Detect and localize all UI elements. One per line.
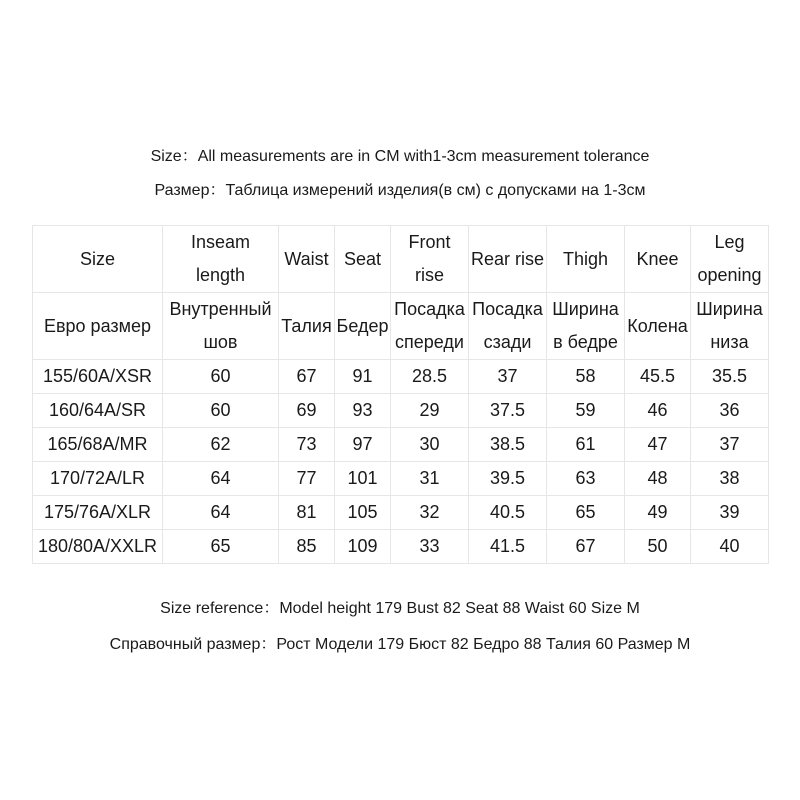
header-label: Front: [408, 232, 451, 252]
measurement-cell: 91: [335, 360, 391, 394]
measurement-cell: 32: [391, 496, 469, 530]
measurement-cell: 60: [163, 394, 279, 428]
header-label: шов: [203, 332, 238, 352]
measurement-cell: 64: [163, 462, 279, 496]
header-label: opening: [697, 265, 762, 285]
header-cell: [163, 293, 279, 360]
measurement-cell: 38: [691, 462, 769, 496]
measurement-cell: 85: [279, 530, 335, 564]
header-label: Евро размер: [43, 315, 152, 336]
measurement-cell: 28.5: [391, 360, 469, 394]
size-note-russian: Размер：Таблица измерений изделия(в см) с допусками на 1-3см: [154, 182, 646, 199]
header-label: в бедре: [553, 332, 618, 352]
header-label: Thigh: [562, 248, 609, 269]
measurement-cell: 37: [691, 428, 769, 462]
header-label: Талия: [281, 315, 332, 336]
header-label: Inseam: [190, 232, 251, 252]
header-cell: [547, 293, 625, 360]
header-cell: [469, 293, 547, 360]
measurement-cell: 50: [625, 530, 691, 564]
measurement-cell: 38.5: [469, 428, 547, 462]
size-label-cell: 175/76A/XLR: [33, 496, 163, 530]
header-cell: [279, 226, 335, 293]
measurement-cell: 109: [335, 530, 391, 564]
header-label: сзади: [483, 332, 532, 352]
measurement-cell: 67: [547, 530, 625, 564]
measurement-cell: 64: [163, 496, 279, 530]
measurement-cell: 62: [163, 428, 279, 462]
header-label: length: [195, 265, 246, 285]
header-cell: [279, 293, 335, 360]
header-label: Ширина: [552, 299, 619, 319]
measurement-cell: 63: [547, 462, 625, 496]
table-row: [33, 428, 769, 462]
table-row: [33, 496, 769, 530]
header-label: Rear rise: [470, 248, 545, 269]
header-label: Бедер: [336, 315, 389, 336]
header-cell: [625, 293, 691, 360]
header-label: Колена: [627, 315, 688, 336]
measurement-cell: 49: [625, 496, 691, 530]
header-cell: [469, 226, 547, 293]
header-cell: [33, 293, 163, 360]
measurement-cell: 93: [335, 394, 391, 428]
measurement-cell: 97: [335, 428, 391, 462]
measurement-cell: 101: [335, 462, 391, 496]
header-cell: [625, 226, 691, 293]
measurement-cell: 60: [163, 360, 279, 394]
header-row-russian: [33, 293, 769, 360]
header-label: Внутренный: [169, 299, 272, 319]
measurement-cell: 33: [391, 530, 469, 564]
header-label: Waist: [284, 248, 329, 269]
measurement-cell: 65: [163, 530, 279, 564]
header-row-english: [33, 226, 769, 293]
table-row: [33, 394, 769, 428]
size-label-cell: 180/80A/XXLR: [33, 530, 163, 564]
size-chart-table: [32, 225, 769, 564]
measurement-cell: 77: [279, 462, 335, 496]
measurement-cell: 58: [547, 360, 625, 394]
header-label: Посадка: [394, 299, 465, 319]
header-label: rise: [414, 265, 444, 285]
measurement-cell: 47: [625, 428, 691, 462]
measurement-cell: 67: [279, 360, 335, 394]
measurement-cell: 48: [625, 462, 691, 496]
measurement-cell: 69: [279, 394, 335, 428]
measurement-cell: 40.5: [469, 496, 547, 530]
header-cell: [335, 226, 391, 293]
header-label: Ширина: [696, 299, 763, 319]
table-row: [33, 462, 769, 496]
measurement-cell: 46: [625, 394, 691, 428]
header-cell: [691, 293, 769, 360]
measurement-cell: 41.5: [469, 530, 547, 564]
size-label-cell: 170/72A/LR: [33, 462, 163, 496]
header-cell: [547, 226, 625, 293]
header-cell: [391, 226, 469, 293]
size-label-cell: 155/60A/XSR: [33, 360, 163, 394]
measurement-cell: 39: [691, 496, 769, 530]
header-cell: [335, 293, 391, 360]
measurement-cell: 37: [469, 360, 547, 394]
measurement-cell: 35.5: [691, 360, 769, 394]
measurement-cell: 29: [391, 394, 469, 428]
measurement-cell: 105: [335, 496, 391, 530]
header-label: спереди: [395, 332, 464, 352]
measurement-cell: 65: [547, 496, 625, 530]
size-note-english: Size：All measurements are in CM with1-3cm measurement tolerance: [150, 148, 650, 165]
measurement-cell: 73: [279, 428, 335, 462]
measurement-cell: 30: [391, 428, 469, 462]
header-cell: [691, 226, 769, 293]
measurement-cell: 31: [391, 462, 469, 496]
header-label: Knee: [636, 248, 679, 269]
measurement-cell: 40: [691, 530, 769, 564]
header-label: Посадка: [472, 299, 543, 319]
measurement-cell: 81: [279, 496, 335, 530]
size-label-cell: 160/64A/SR: [33, 394, 163, 428]
measurement-cell: 37.5: [469, 394, 547, 428]
header-label: Size: [79, 248, 115, 269]
table-row: [33, 530, 769, 564]
header-cell: [391, 293, 469, 360]
measurement-cell: 39.5: [469, 462, 547, 496]
header-label: Leg: [714, 232, 745, 252]
measurement-cell: 61: [547, 428, 625, 462]
table-row: [33, 360, 769, 394]
measurement-cell: 59: [547, 394, 625, 428]
model-reference-russian: Справочный размер：Рост Модели 179 Бюст 82 Бедро 88 Талия 60 Размер M: [109, 636, 691, 653]
header-label: низа: [710, 332, 749, 352]
measurement-cell: 45.5: [625, 360, 691, 394]
model-reference-english: Size reference：Model height 179 Bust 82 Seat 88 Waist 60 Size M: [160, 600, 640, 617]
measurement-cell: 36: [691, 394, 769, 428]
header-label: Seat: [343, 248, 382, 269]
header-cell: [33, 226, 163, 293]
header-cell: [163, 226, 279, 293]
size-label-cell: 165/68A/MR: [33, 428, 163, 462]
